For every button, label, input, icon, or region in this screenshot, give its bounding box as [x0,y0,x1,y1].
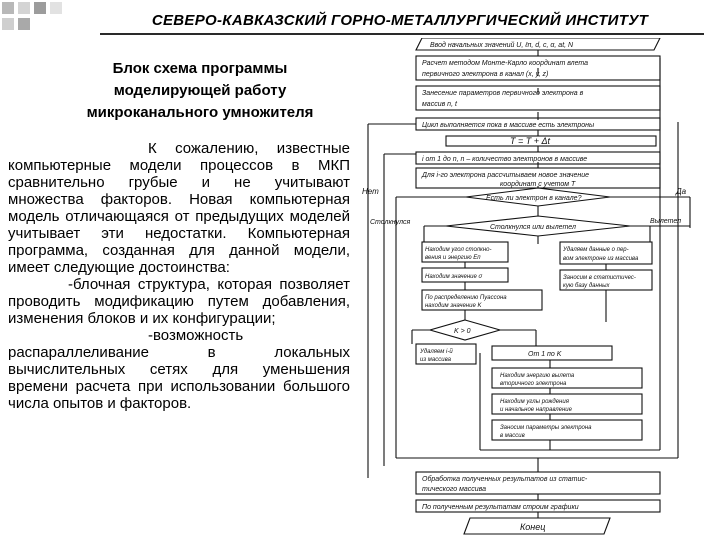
flow-text: i от 1 до n, n – количество электронов в массиве [422,156,588,163]
flow-text: Да [676,187,687,196]
flow-text: Находим энергию вылета [500,373,575,379]
flow-text: Удаляем i-й [420,349,453,355]
flow-text: Находим угол столкно- [425,247,492,253]
flow-text: Столкнулся или вылетел [490,224,576,231]
description-text [8,140,350,412]
flow-text: T = T + Δt [510,136,551,146]
slide-title-line: микроканального умножителя [86,104,314,121]
slide-title-line: моделирующей работу [113,82,287,99]
flow-text: вторичного электрона [500,381,567,387]
institute-title: СЕВЕРО-КАВКАЗСКИЙ ГОРНО-МЕТАЛЛУРГИЧЕСКИЙ ИНСТИТУТ [151,12,649,29]
flow-text: Конец [520,522,546,532]
flow-text: K > 0 [454,328,471,335]
flow-text: Находим значение σ [425,274,483,280]
flow-text: Обработка полученных результатов из статис- [422,476,588,483]
flow-text: Занесение параметров первичного электрона в [422,90,584,97]
flow-text: первичного электрона в канал (x, y, z) [422,71,549,78]
flow-text: находим значение K [425,303,482,309]
flow-text: координат с учетом T [500,181,576,188]
flow-text: Расчет методом Монте-Карло координат влета [422,60,589,67]
flow-block-time-step [446,136,656,146]
flow-text: тического массива [422,486,487,493]
flow-text: Есть ли электрон в канале? [486,195,582,202]
flow-text: Заносим параметры электрона [500,425,592,431]
decorative-squares [0,0,90,34]
flow-text: и начальное направление [500,407,572,413]
flow-text: Вылетел [650,218,682,225]
flow-text: массив n, t [422,101,457,108]
flow-text: Удаляем данные о пер- [563,247,629,253]
flow-text: Цикл выполняется пока в массиве есть электроны [422,122,595,129]
paragraph-intro: К сожалению, известные компьютерные модели процессов в МКП сравнительно грубые и не учитывают множества факторов. Новая компьютерная модель отличающаяся от предыдущих моделей учитывает эти недостатки. Компьютерная программа, созданная для данной модели, имеет следующие достоинства: [8,140,350,276]
flow-text: вения и энергию Eп [425,255,481,261]
paragraph-parallel: -возможность распараллеливание в локальных вычислительных сетях для уменьшения времени расчета при использовании большого числа опытов и факторов. [8,327,350,412]
header-divider [100,33,704,35]
flow-text: Нет [362,187,379,196]
flow-text: в массив [500,433,525,439]
flow-text: Ввод начальных значений U, ℓп, d, c, α, at, N [430,42,574,49]
flow-text: Находим углы рождения [500,399,569,405]
flow-text: Для i-го электрона рассчитываем новое значение [422,172,590,179]
flow-text: кую базу данных [563,283,610,289]
flow-text: Столкнулся [370,219,411,226]
flow-text: По полученным результатам строим графики [422,504,579,511]
flow-text: вом электроне из массива [563,256,639,262]
flowchart-diagram [360,38,720,538]
slide-title-line: Блок схема программы [112,60,288,77]
flow-text: От 1 по K [528,351,562,358]
slide-title [30,58,370,124]
paragraph-modular: -блочная структура, которая позволяет проводить модификацию путем добавления, изменения блоков и их конфигурации; [8,276,350,327]
flow-text: Заносим в статистичес- [563,275,636,281]
flow-text: из массива [420,357,451,363]
flow-text: По распределению Пуассона [425,295,507,301]
